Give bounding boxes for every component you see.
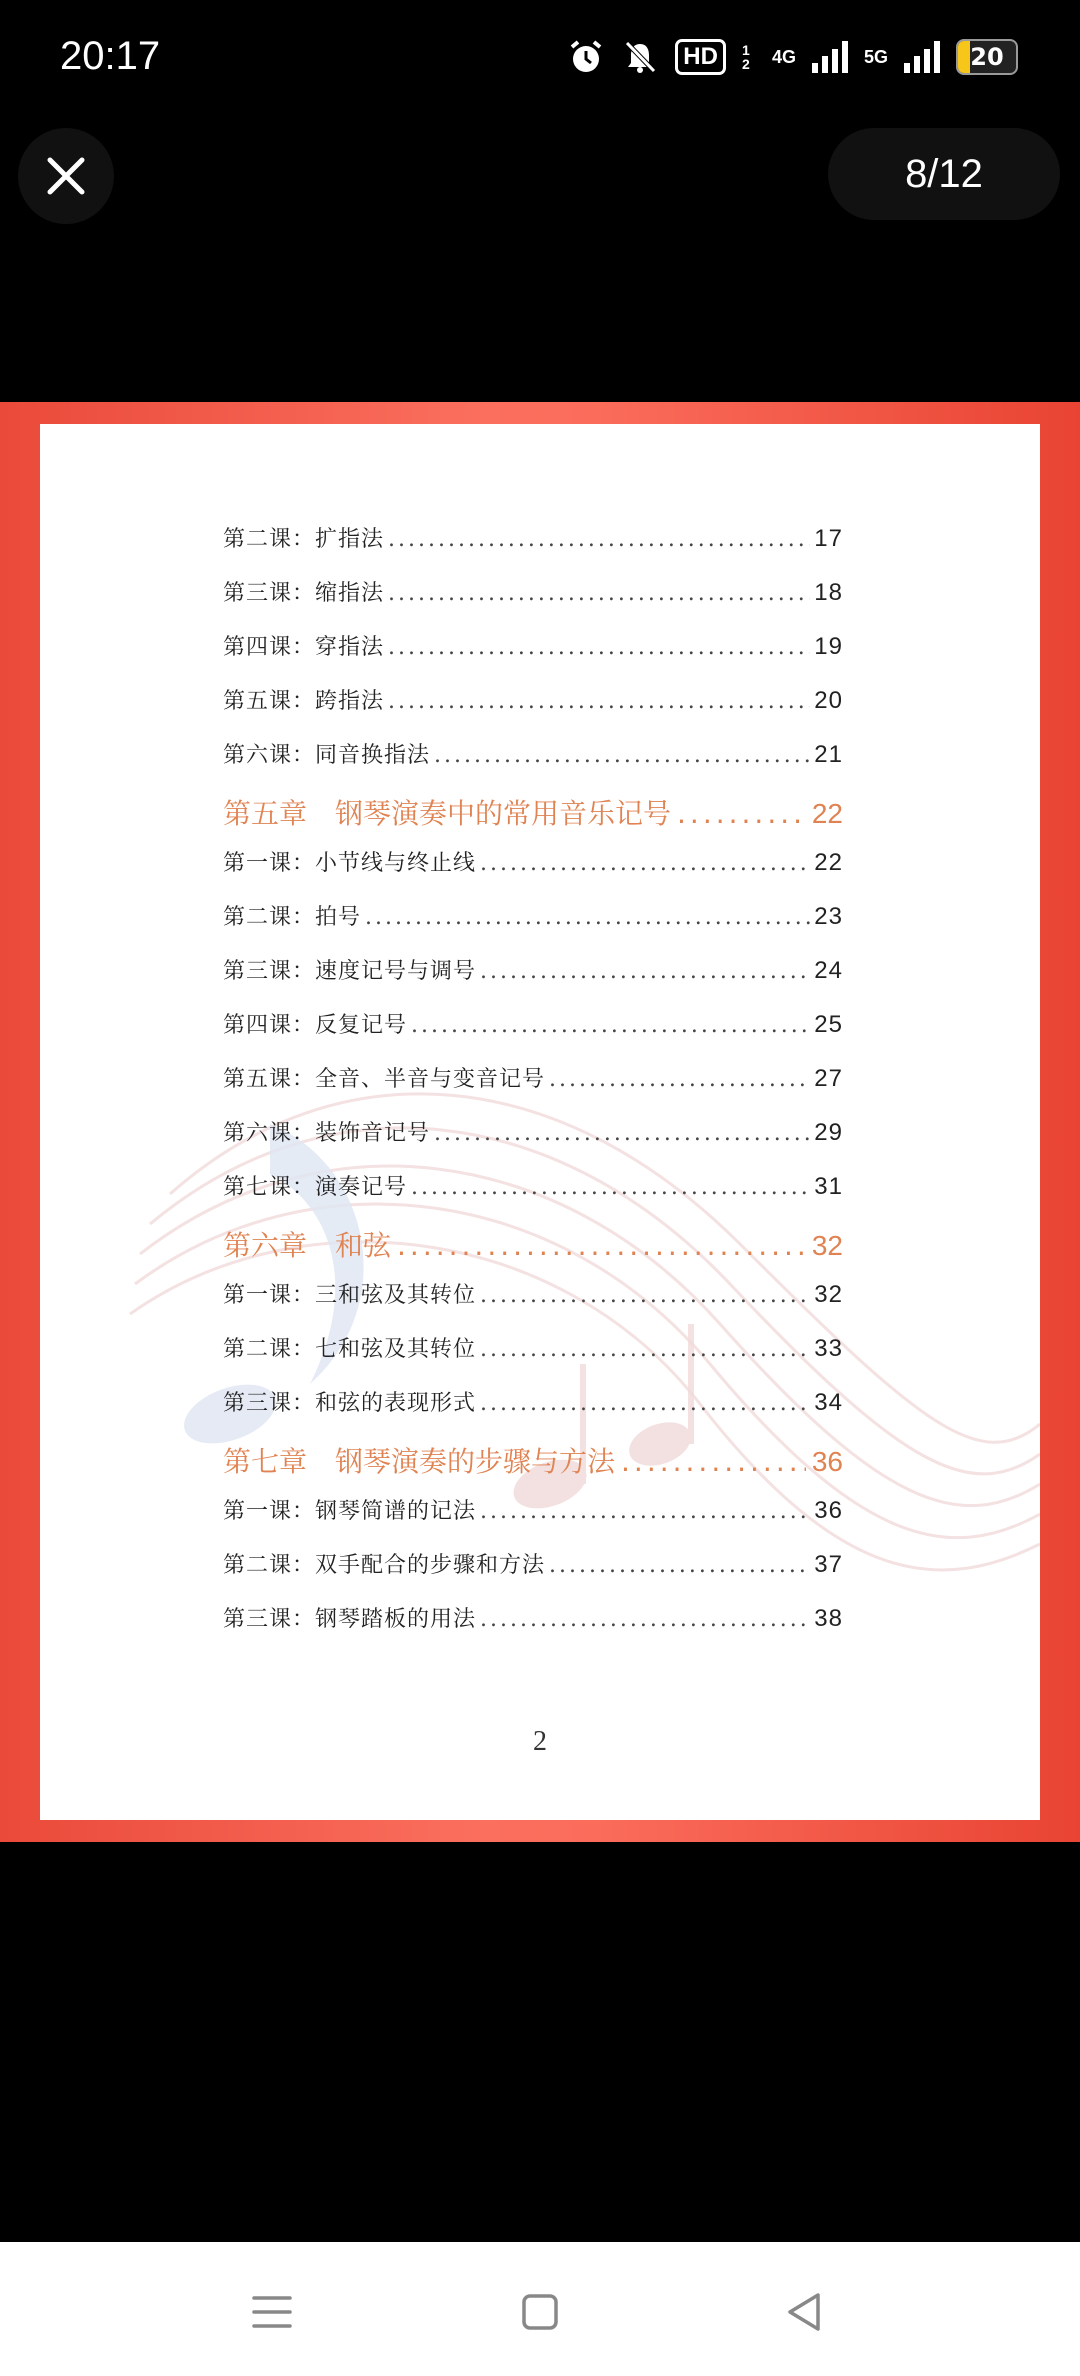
toc-entry[interactable] [223, 522, 843, 576]
book-page [40, 424, 1040, 1820]
toc-dot-leader [480, 959, 810, 984]
toc-entry-label: 第二课：扩指法 [223, 527, 385, 552]
toc-dot-leader [480, 851, 810, 876]
toc-entry-label: 第一课：三和弦及其转位 [223, 1283, 477, 1308]
toc-chapter-label: 第七章 钢琴演奏的步骤与方法 [223, 1445, 616, 1478]
toc-dot-leader [549, 1067, 810, 1092]
toc-entry[interactable] [223, 1116, 843, 1170]
status-icons [567, 38, 1018, 76]
toc-chapter-heading[interactable] [223, 1224, 843, 1278]
home-icon [521, 2293, 559, 2331]
toc-dot-leader [480, 1607, 810, 1632]
toc-dot-leader [621, 1445, 806, 1478]
toc-dot-leader [480, 1337, 810, 1362]
toc-entry-label: 第四课：反复记号 [223, 1013, 408, 1038]
toc-entry-page: 22 [814, 849, 843, 876]
toc-dot-leader [480, 1283, 810, 1308]
toc-entry[interactable] [223, 1494, 843, 1548]
toc-entry-page: 31 [814, 1173, 843, 1200]
toc-dot-leader [480, 1499, 810, 1524]
toc-entry-page: 17 [814, 525, 843, 552]
toc-entry-page: 29 [814, 1119, 843, 1146]
toc-entry[interactable] [223, 576, 843, 630]
toc-entry[interactable] [223, 1386, 843, 1440]
toc-entry-page: 37 [814, 1551, 843, 1578]
toc-entry-page: 18 [814, 579, 843, 606]
alarm-icon [567, 38, 605, 76]
network-4g-label: 4G [771, 46, 796, 67]
toc-entry-label: 第五课：跨指法 [223, 689, 385, 714]
toc-entry[interactable] [223, 1602, 843, 1656]
toc-entry[interactable] [223, 1170, 843, 1224]
toc-entry-page: 20 [814, 687, 843, 714]
toc-entry-label: 第二课：七和弦及其转位 [223, 1337, 477, 1362]
toc-entry-page: 23 [814, 903, 843, 930]
close-icon [44, 154, 88, 198]
image-viewer[interactable] [0, 402, 1080, 1842]
toc-entry[interactable] [223, 738, 843, 792]
menu-button[interactable] [232, 2272, 312, 2352]
toc-entry-label: 第五课：全音、半音与变音记号 [223, 1067, 546, 1092]
toc-dot-leader [388, 581, 810, 606]
toc-entry-page: 21 [814, 741, 843, 768]
toc-entry[interactable] [223, 846, 843, 900]
toc-dot-leader [434, 1121, 810, 1146]
status-bar [0, 0, 1080, 120]
toc-entry-page: 19 [814, 633, 843, 660]
toc-entry[interactable] [223, 630, 843, 684]
toc-entry-label: 第六课：同音换指法 [223, 743, 431, 768]
toc-entry-label: 第三课：缩指法 [223, 581, 385, 606]
status-time: 20:17 [60, 34, 161, 78]
toc-entry-label: 第三课：钢琴踏板的用法 [223, 1607, 477, 1632]
toc-entry-label: 第二课：双手配合的步骤和方法 [223, 1553, 546, 1578]
toc-entry-page: 36 [814, 1497, 843, 1524]
toc-chapter-page: 32 [811, 1230, 843, 1261]
toc-entry[interactable] [223, 1008, 843, 1062]
toc-dot-leader [388, 527, 810, 552]
toc-entry-label: 第四课：穿指法 [223, 635, 385, 660]
toc-entry[interactable] [223, 1278, 843, 1332]
toc-entry-label: 第七课：演奏记号 [223, 1175, 408, 1200]
toc-entry-label: 第二课：拍号 [223, 905, 362, 930]
toc-chapter-page: 22 [811, 798, 843, 829]
toc-entry-page: 38 [814, 1605, 843, 1632]
toc-dot-leader [411, 1175, 810, 1200]
back-button[interactable] [764, 2272, 844, 2352]
back-icon [786, 2292, 822, 2332]
toc-dot-leader [677, 797, 806, 830]
toc-entry[interactable] [223, 900, 843, 954]
toc-dot-leader [411, 1013, 810, 1038]
toc-entry-page: 25 [814, 1011, 843, 1038]
hd-sim-label: 1 2 [741, 42, 750, 72]
toc-chapter-label: 第五章 钢琴演奏中的常用音乐记号 [223, 797, 672, 830]
image-counter: 8/12 [828, 128, 1060, 220]
toc-entry-page: 27 [814, 1065, 843, 1092]
toc-entry[interactable] [223, 1332, 843, 1386]
toc-entry-page: 33 [814, 1335, 843, 1362]
toc-dot-leader [549, 1553, 810, 1578]
table-of-contents [223, 522, 843, 1656]
bell-muted-icon [621, 38, 659, 76]
toc-entry-label: 第六课：装饰音记号 [223, 1121, 431, 1146]
toc-dot-leader [388, 689, 810, 714]
toc-dot-leader [397, 1229, 806, 1262]
toc-entry[interactable] [223, 1548, 843, 1602]
toc-dot-leader [365, 905, 810, 930]
toc-entry-label: 第一课：钢琴简谱的记法 [223, 1499, 477, 1524]
battery-level: 20 [970, 43, 1004, 71]
toc-entry-label: 第一课：小节线与终止线 [223, 851, 477, 876]
network-5g-label: 5G [863, 46, 888, 67]
toc-chapter-label: 第六章 和弦 [223, 1229, 392, 1262]
toc-entry-page: 32 [814, 1281, 843, 1308]
page-number: 2 [533, 1726, 547, 1757]
toc-chapter-heading[interactable] [223, 792, 843, 846]
menu-icon [252, 2294, 292, 2330]
toc-dot-leader [434, 743, 810, 768]
toc-entry[interactable] [223, 1062, 843, 1116]
hd-icon: HD [675, 39, 726, 75]
toc-dot-leader [388, 635, 810, 660]
signal-icon [812, 41, 848, 73]
navigation-bar [0, 2242, 1080, 2376]
home-button[interactable] [500, 2272, 580, 2352]
toc-chapter-page: 36 [811, 1446, 843, 1477]
toc-entry-label: 第三课：和弦的表现形式 [223, 1391, 477, 1416]
toc-entry[interactable] [223, 954, 843, 1008]
close-button[interactable] [18, 128, 114, 224]
toc-entry-label: 第三课：速度记号与调号 [223, 959, 477, 984]
signal-icon [904, 41, 940, 73]
toc-entry[interactable] [223, 684, 843, 738]
battery-icon [956, 39, 1018, 75]
toc-dot-leader [480, 1391, 810, 1416]
toc-entry-page: 24 [814, 957, 843, 984]
toc-chapter-heading[interactable] [223, 1440, 843, 1494]
toc-entry-page: 34 [814, 1389, 843, 1416]
